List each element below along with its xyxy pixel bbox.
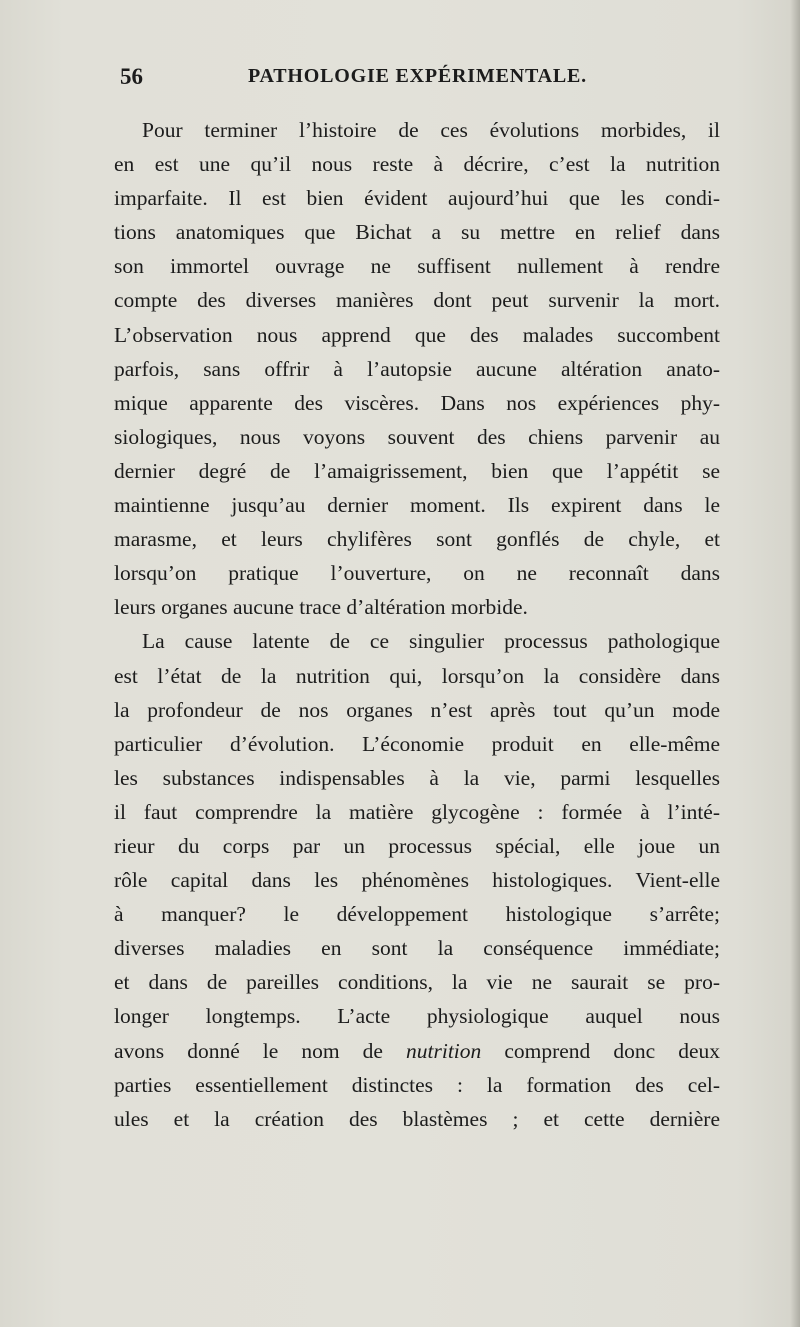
text-line: Pour terminer l’histoire de ces évolutions morbides, il [142,118,720,142]
text-line: mique apparente des viscères. Dans nos expériences phy- [114,390,720,415]
text-line: parties essentiellement distinctes : la formation des cel- [114,1072,720,1097]
text-line: ules et la création des blastèmes ; et cette dernière [114,1106,720,1131]
text-line-with-italic [114,1034,720,1068]
running-head [120,64,680,94]
page-edge-shadow [790,0,800,1327]
text-line: particulier d’évolution. L’économie produit en elle-même [114,731,720,756]
page-number: 56 [120,64,143,89]
text-line: la profondeur de nos organes n’est après tout qu’un mode [114,697,720,722]
text-line: lorsqu’on pratique l’ouverture, on ne reconnaît dans [114,561,720,586]
text-line: et dans de pareilles conditions, la vie ne saurait se pro- [114,970,720,995]
text-line: est l’état de la nutrition qui, lorsqu’on la considère dans [114,663,720,688]
text-line: compte des diverses manières dont peut survenir la mort. [114,288,720,313]
text-line: siologiques, nous voyons souvent des chiens parvenir au [114,424,720,449]
text-line: parfois, sans offrir à l’autopsie aucune altération anato- [114,356,720,381]
text-line: La cause latente de ce singulier processus pathologique [142,629,720,654]
text-line: diverses maladies en sont la conséquence immédiate; [114,936,720,961]
text-segment: comprend donc deux [504,1038,721,1063]
header-title: PATHOLOGIE EXPÉRIMENTALE. [248,65,587,87]
text-line: imparfaite. Il est bien évident aujourd’hui que les condi- [114,186,720,211]
text-line: rôle capital dans les phénomènes histologiques. Vient-elle [114,868,720,893]
text-line: en est une qu’il nous reste à décrire, c’est la nutrition [114,152,720,177]
text-line: dernier degré de l’amaigrissement, bien que l’appétit se [114,458,720,483]
text-line: L’observation nous apprend que des malades succombent [114,322,720,347]
text-line: à manquer? le développement histologique s’arrête; [114,902,720,927]
body-text [114,113,720,1136]
text-line: marasme, et leurs chylifères sont gonflés de chyle, et [114,527,720,552]
text-line: leurs organes aucune trace d’altération morbide. [114,595,528,620]
text-line: les substances indispensables à la vie, parmi lesquelles [114,765,720,790]
italic-term: nutrition [406,1038,482,1063]
text-segment: avons donné le nom de [114,1038,383,1063]
text-line: tions anatomiques que Bichat a su mettre en relief dans [114,220,720,245]
text-line: maintienne jusqu’au dernier moment. Ils expirent dans le [114,493,720,518]
text-line: longer longtemps. L’acte physiologique auquel nous [114,1004,720,1029]
text-line: rieur du corps par un processus spécial, elle joue un [114,833,720,858]
text-line: il faut comprendre la matière glycogène : formée à l’inté- [114,799,720,824]
text-line: son immortel ouvrage ne suffisent nullement à rendre [114,254,720,279]
